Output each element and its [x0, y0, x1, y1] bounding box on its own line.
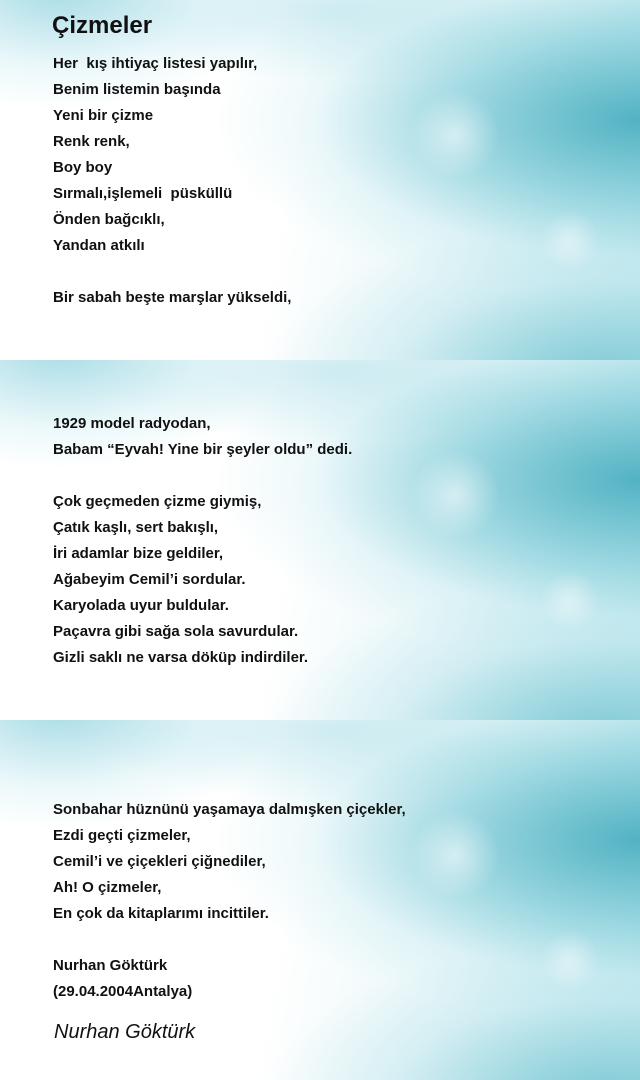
poem-lines-panel-2: [53, 411, 352, 671]
poem-line: Yeni bir çizme: [53, 107, 154, 124]
poem-line: Önden bağcıklı,: [53, 211, 165, 228]
poem-title: Çizmeler: [52, 12, 153, 39]
poem-line: İri adamlar bize geldiler,: [53, 545, 224, 562]
poem-line: Nurhan Göktürk: [53, 957, 168, 974]
poem-line: Ah! O çizmeler,: [53, 879, 162, 896]
poem-lines-panel-1: [53, 51, 291, 311]
poem-line: Karyolada uyur buldular.: [53, 597, 229, 614]
poem-line: (29.04.2004Antalya): [53, 983, 193, 1000]
poem-line: Sırmalı,işlemeli püsküllü: [53, 185, 233, 202]
poem-line: En çok da kitaplarımı incittiler.: [53, 905, 269, 922]
poem-line: Çatık kaşlı, sert bakışlı,: [53, 519, 219, 536]
poem-line: Her kış ihtiyaç listesi yapılır,: [53, 55, 258, 72]
poem-line: 1929 model radyodan,: [53, 415, 211, 432]
poem-line: Ağabeyim Cemil’i sordular.: [53, 571, 246, 588]
stanza-break: [53, 463, 352, 489]
poem-line: Ezdi geçti çizmeler,: [53, 827, 191, 844]
poem-line: Paçavra gibi sağa sola savurdular.: [53, 623, 299, 640]
poem-lines-panel-3: [53, 797, 406, 1005]
poem-line: Çok geçmeden çizme giymiş,: [53, 493, 262, 510]
poem-line: Sonbahar hüznünü yaşamaya dalmışken çiçekler,: [53, 801, 406, 818]
poem-line: Gizli saklı ne varsa döküp indirdiler.: [53, 649, 309, 666]
author-signature: Nurhan Göktürk: [54, 1021, 196, 1043]
stanza-break: [53, 259, 291, 285]
poem-line: Boy boy: [53, 159, 113, 176]
poem-line: Yandan atkılı: [53, 237, 145, 254]
poem-line: Renk renk,: [53, 133, 130, 150]
poem-line: Benim listemin başında: [53, 81, 221, 98]
stanza-break: [53, 927, 406, 953]
poem-line: Bir sabah beşte marşlar yükseldi,: [53, 289, 292, 306]
poem-line: Babam “Eyvah! Yine bir şeyler oldu” dedi.: [53, 441, 353, 458]
poem-line: Cemil’i ve çiçekleri çiğnediler,: [53, 853, 266, 870]
